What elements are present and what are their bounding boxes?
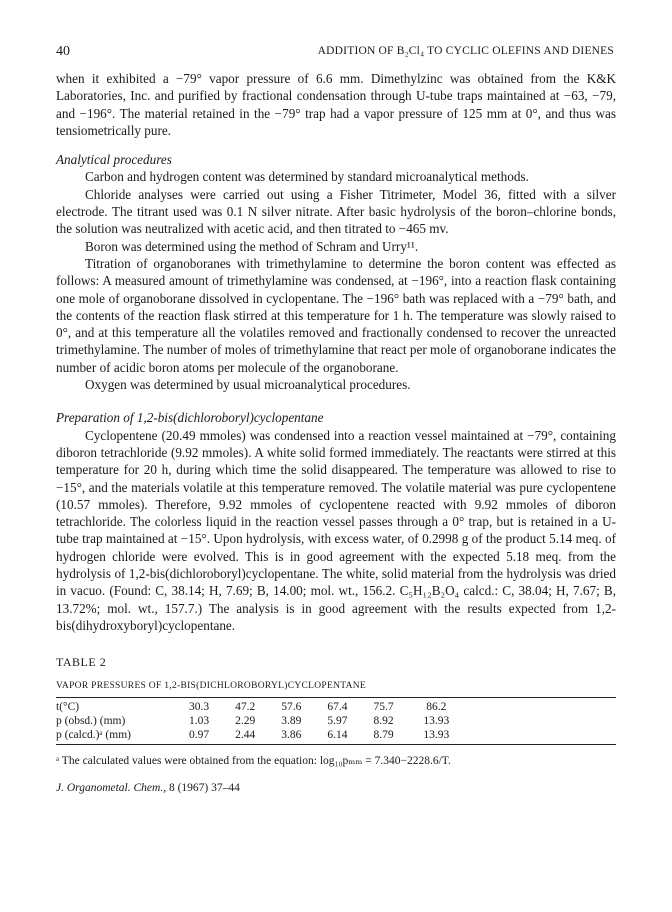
row-label: p (obsd.) (mm) [56, 714, 126, 727]
row-label: t(°C) [56, 700, 80, 713]
journal-name: J. Organometal. Chem. [56, 782, 164, 795]
table-cell: 6.14 [327, 728, 348, 741]
section-heading-preparation: Preparation of 1,2-bis(dichloroboryl)cyclopentane [56, 410, 324, 426]
paragraph-boron: Boron was determined using the method of Schram and Urry¹¹. [85, 238, 419, 254]
paragraph-chloride: Chloride analyses were carried out using a Fisher Titrimeter, Model 36, fitted with a silver electrode. The titrant used was 0.1 N silver nitrate. After basic hydrolysis of the boron–chlorine bonds, the solution was neutralized with acetic acid, and then titrated to −465 mv. [56, 186, 616, 237]
table-rule [56, 697, 616, 698]
page-number: 40 [56, 44, 70, 59]
table-cell: 67.4 [327, 700, 348, 713]
table-cell: 13.93 [423, 728, 450, 741]
table-cell: 0.97 [189, 728, 210, 741]
running-title: ADDITION OF B₂Cl₄ TO CYCLIC OLEFINS AND DIENES [317, 45, 614, 57]
table-row [56, 728, 466, 742]
section-heading-analytical: Analytical procedures [56, 152, 172, 168]
table-cell: 1.03 [189, 714, 210, 727]
paragraph-reagents: when it exhibited a −79° vapor pressure of 6.6 mm. Dimethylzinc was obtained from the K&K Laboratories, Inc. and purified by fractional condensation through U-tube traps maintained at −63, −79, and −196°. The material retained in the −79° trap had a vapor pressure of 125 mm at 0°, and thus was tensiometrically pure. [56, 71, 616, 138]
table-cell: 2.29 [235, 714, 256, 727]
table-cell: 3.86 [281, 728, 302, 741]
table-row [56, 700, 466, 714]
table-cell: 47.2 [235, 700, 256, 713]
paragraph-preparation: Cyclopentene (20.49 mmoles) was condensed into a reaction vessel maintained at −79°, containing diboron tetrachloride (9.92 mmoles). A white solid formed immediately. The reactants were stirred at this temperature for 20 h, during which time the solid disappeared. The temperature was allowed to rise to −15°, and the materials volatile at this temperature removed. The volatile material was pure cyclopentene (10.57 mmoles). Therefore, 9.92 mmoles of cyclopentene reacted with 9.92 mmoles of diboron tetrachloride. The colorless liquid in the reaction vessel passes through a 0° trap, but is retained in a U-tube trap maintained at −15°. Upon hydrolysis, with excess water, of 0.2998 g of the product 5.14 meq. of hydrogen chloride were evolved. This is in good agreement with the expected 5.18 meq. from the hydrolysis of 1,2-bis(dichloroboryl)cyclopentane. The white, solid material from the hydrolysis was dried in vacuo. (Found: C, 38.14; H, 7.69; B, 14.00; mol. wt., 156.2. C₅H₁₂B₂O₄ calcd.: C, 38.04; H, 7.67; B, 13.72%; mol. wt., 157.7.) The analysis is in good agreement with the results expected from 1,2-bis(dihydroxyboryl)cyclopentane. [56, 427, 616, 633]
table-cell: 8.79 [373, 728, 394, 741]
journal-citation [56, 780, 616, 797]
table-cell: 5.97 [327, 714, 348, 727]
table-label: TABLE 2 [56, 655, 107, 670]
table-cell: 8.92 [373, 714, 394, 727]
journal-volume: , 8 (1967) 37–44 [163, 782, 240, 795]
table-cell: 75.7 [373, 700, 394, 713]
table-cell: 57.6 [281, 700, 302, 713]
table-cell: 3.89 [281, 714, 302, 727]
table-caption: VAPOR PRESSURES OF 1,2-BIS(DICHLOROBORYL)CYCLOPENTANE [56, 680, 367, 691]
table-cell: 86.2 [426, 700, 447, 713]
paragraph-titration: Titration of organoboranes with trimethylamine to determine the boron content was effected as follows: A measured amount of trimethylamine was condensed, at −196°, into a reaction flask containing one mole of organoborane dissolved in cyclopentane. The −196° bath was replaced with a −79° bath, and the contents of the reaction flask stirred at this temperature for 1 h. The temperature was slowly raised to 0°, and at this temperature all the volatiles removed and fractionally condensed to recover the unreacted trimethylamine. The number of moles of trimethylamine that react per mole of organoborane indicates the number of acidic boron atoms per molecule of the organoborane. [56, 255, 616, 375]
table-cell: 30.3 [189, 700, 210, 713]
table-footnote: ᵃ The calculated values were obtained from the equation: log₁₀pₘₘ = 7.340−2228.6/T. [56, 754, 451, 767]
row-label: p (calcd.)ᵃ (mm) [56, 728, 131, 741]
paragraph-oxygen: Oxygen was determined by usual microanalytical procedures. [85, 377, 411, 393]
table-cell: 2.44 [235, 728, 256, 741]
article-body [56, 70, 616, 797]
vapor-pressure-table [56, 700, 466, 742]
table-row [56, 714, 466, 728]
table-rule [56, 744, 616, 745]
paragraph-carbon-hydrogen: Carbon and hydrogen content was determined by standard microanalytical methods. [85, 169, 529, 185]
table-cell: 13.93 [423, 714, 450, 727]
